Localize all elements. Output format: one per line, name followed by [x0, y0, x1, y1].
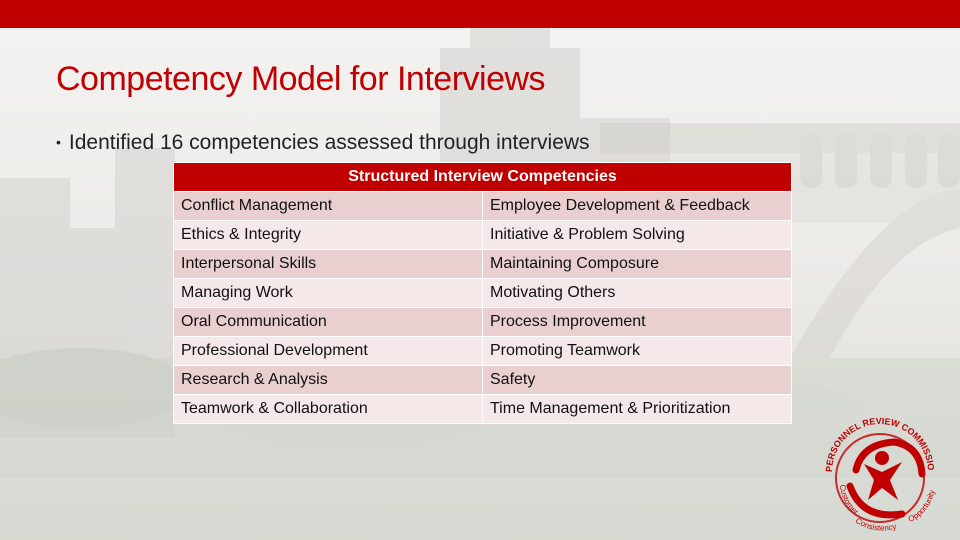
table-row — [174, 395, 792, 424]
logo-left-text: Customer — [837, 484, 861, 517]
table-cell: Initiative & Problem Solving — [483, 221, 792, 250]
top-accent-bar — [0, 0, 960, 28]
table-header: Structured Interview Competencies — [174, 163, 792, 192]
table-cell: Promoting Teamwork — [483, 337, 792, 366]
bullet-item — [56, 131, 590, 155]
competencies-table — [173, 162, 792, 424]
bullet-text: Identified 16 competencies assessed through interviews — [68, 131, 590, 154]
svg-text:Consistency — [854, 516, 897, 533]
table-header-row — [174, 163, 792, 192]
table-cell: Interpersonal Skills — [174, 250, 483, 279]
logo-top-text: PERSONNEL REVIEW COMMISSIO — [823, 415, 937, 473]
table-cell: Oral Communication — [174, 308, 483, 337]
table-cell: Teamwork & Collaboration — [174, 395, 483, 424]
slide-title: Competency Model for Interviews — [56, 60, 546, 98]
table-row — [174, 337, 792, 366]
table-cell: Conflict Management — [174, 192, 483, 221]
table-cell: Process Improvement — [483, 308, 792, 337]
table-row — [174, 308, 792, 337]
table-cell: Managing Work — [174, 279, 483, 308]
table-row — [174, 221, 792, 250]
table-row — [174, 192, 792, 221]
table-cell: Professional Development — [174, 337, 483, 366]
table-row — [174, 279, 792, 308]
table-cell: Research & Analysis — [174, 366, 483, 395]
table-cell: Motivating Others — [483, 279, 792, 308]
bullet-marker: • — [56, 134, 61, 150]
table-row — [174, 250, 792, 279]
logo-right-text: Opportunity — [906, 489, 937, 524]
table-cell: Time Management & Prioritization — [483, 395, 792, 424]
table-row — [174, 366, 792, 395]
logo-bottom-text: Consistency — [853, 516, 898, 533]
table-cell: Ethics & Integrity — [174, 221, 483, 250]
commission-logo — [810, 400, 950, 535]
table-cell: Maintaining Composure — [483, 250, 792, 279]
table-cell: Employee Development & Feedback — [483, 192, 792, 221]
table-cell: Safety — [483, 366, 792, 395]
